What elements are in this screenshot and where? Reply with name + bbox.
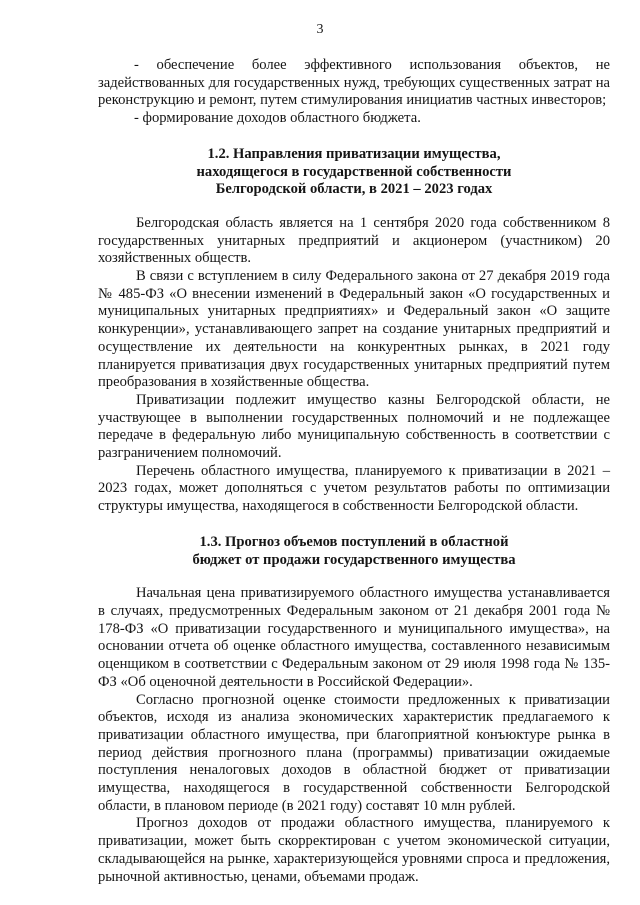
paragraph: Согласно прогнозной оценке стоимости предложенных к приватизации объектов, исходя из анализа экономических характеристик предлагаемого к приватизации областного имущества, при благоприятной конъюктуре рынка в период действия прогнозного плана (программы) приватизации ожидаемые поступления неналоговых доходов в областной бюджет от приватизации имущества, находящегося в государственной собственности Белгородской области, в плановом периоде (в 2021 году) составят 10 млн рублей. xyxy=(98,691,610,814)
document-body xyxy=(98,57,610,886)
section-heading xyxy=(98,146,610,199)
page-number: 3 xyxy=(316,22,324,37)
heading-line: бюджет от продажи государственного имущества xyxy=(192,551,516,568)
heading-line: 1.3. Прогноз объемов поступлений в областной xyxy=(199,533,509,550)
section-heading xyxy=(98,534,610,569)
paragraph: В связи с вступлением в силу Федерального закона от 27 декабря 2019 года № 485-ФЗ «О внесении изменений в Федеральный закон «О государственных и муниципальных унитарных предприятиях» и Федеральный закон «О защите конкуренции», устанавливающего запрет на создание унитарных предприятий и осуществление их деятельности на конкурентных рынках, в 2021 году планируется приватизация двух государственных унитарных предприятий путем преобразования в хозяйственные общества. xyxy=(98,268,610,391)
heading-line: Белгородской области, в 2021 – 2023 годах xyxy=(215,181,493,198)
paragraph: Начальная цена приватизируемого областного имущества устанавливается в случаях, предусмотренных Федеральным законом от 21 декабря 2001 года № 178-ФЗ «О приватизации государственного и муниципального имущества», на основании отчета об оценке областного имущества, составленного независимым оценщиком в соответствии с Федеральным законом от 29 июля 1998 года № 135-ФЗ «Об оценочной деятельности в Российской Федерации». xyxy=(98,585,610,690)
list-item: - обеспечение более эффективного использования объектов, не задействованных для государственных нужд, требующих существенных затрат на реконструкцию и ремонт, путем стимулирования инициатив частных инвесторов; xyxy=(98,57,610,109)
heading-line: находящегося в государственной собственности xyxy=(196,163,512,180)
heading-line: 1.2. Направления приватизации имущества, xyxy=(207,145,501,162)
paragraph: Приватизации подлежит имущество казны Белгородской области, не участвующее в выполнении государственных полномочий и не подлежащее передаче в федеральную либо муниципальную собственность в соответствии с разграничением полномочий. xyxy=(98,391,610,462)
paragraph: Белгородская область является на 1 сентября 2020 года собственником 8 государственных унитарных предприятий и акционером (участником) 20 хозяйственных обществ. xyxy=(98,214,610,267)
paragraph: Прогноз доходов от продажи областного имущества, планируемого к приватизации, может быть скорректирован с учетом экономической ситуации, складывающейся на рынке, характеризующейся уровнями спроса и предложения, рыночной активностью, ценами, объемами продаж. xyxy=(98,815,610,885)
paragraph: Перечень областного имущества, планируемого к приватизации в 2021 – 2023 годах, может дополняться с учетом результатов работы по оптимизации структуры имущества, находящегося в собственности Белгородской области. xyxy=(98,462,610,515)
list-item: - формирование доходов областного бюджета. xyxy=(134,110,421,127)
